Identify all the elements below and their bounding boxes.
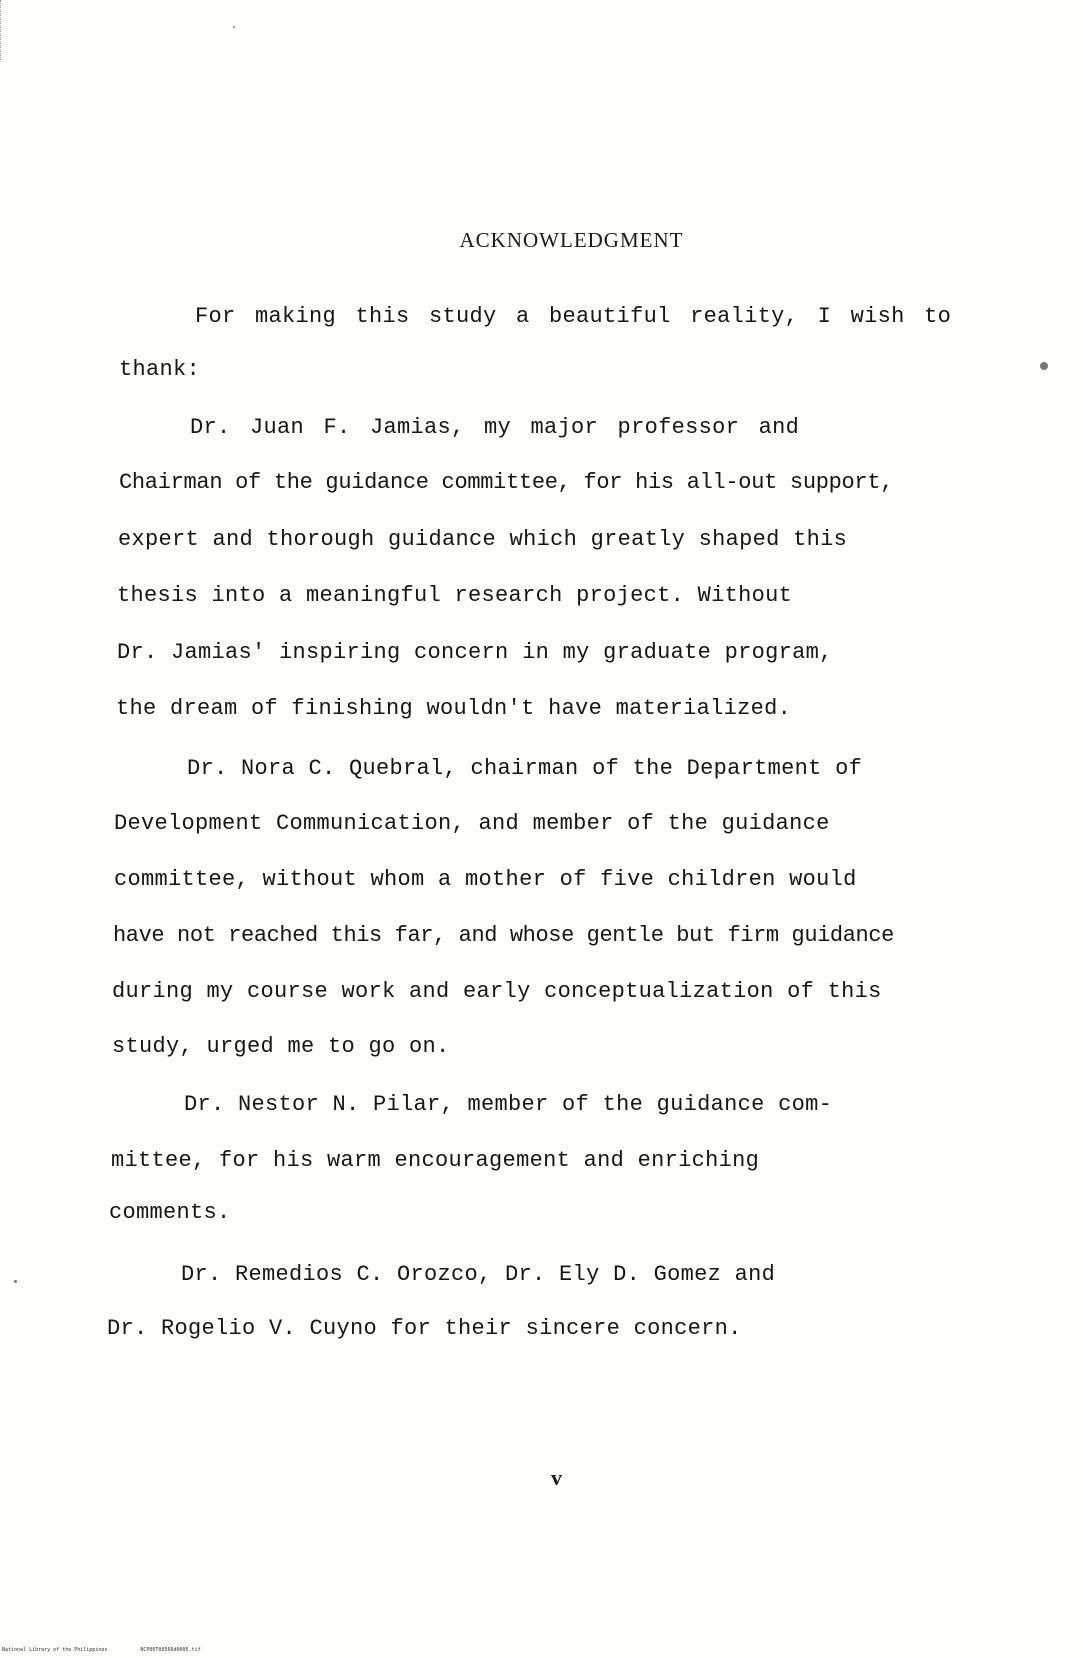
scan-speck bbox=[233, 26, 235, 28]
paragraph-line: Dr. Jamias' inspiring concern in my graduate program, bbox=[117, 640, 833, 665]
page-title: ACKNOWLEDGMENT bbox=[459, 228, 684, 252]
paragraph-line: Dr. Juan F. Jamias, my major professor and bbox=[190, 415, 800, 440]
paragraph-line: Dr. Nora C. Quebral, chairman of the Department of bbox=[187, 756, 863, 781]
paragraph-line: expert and thorough guidance which greatly shaped this bbox=[118, 527, 848, 552]
paragraph-line: during my course work and early conceptualization of this bbox=[112, 979, 882, 1004]
paragraph-line: the dream of finishing wouldn't have materialized. bbox=[116, 696, 792, 721]
paragraph-line: Dr. Rogelio V. Cuyno for their sincere concern. bbox=[107, 1316, 742, 1341]
scan-footer bbox=[2, 1647, 231, 1653]
paragraph-line: comments. bbox=[109, 1200, 231, 1225]
scan-speck bbox=[14, 1280, 17, 1283]
footer-library: National Library of the Philippines bbox=[2, 1647, 108, 1653]
paragraph-line: Chairman of the guidance committee, for his all-out support, bbox=[119, 470, 894, 495]
paragraph-line: study, urged me to go on. bbox=[112, 1034, 450, 1059]
paragraph-line: Development Communication, and member of the guidance bbox=[114, 811, 830, 836]
paragraph-line: committee, without whom a mother of five children would bbox=[114, 867, 857, 892]
scan-speck bbox=[1040, 362, 1048, 370]
paragraph-line: have not reached this far, and whose gentle but firm guidance bbox=[113, 923, 894, 948]
paragraph-line: thank: bbox=[119, 357, 201, 382]
paragraph-line: Dr. Nestor N. Pilar, member of the guidance com- bbox=[184, 1092, 833, 1117]
paragraph-line: thesis into a meaningful research project. Without bbox=[117, 583, 793, 608]
paragraph-line: mittee, for his warm encouragement and enriching bbox=[111, 1148, 760, 1173]
paragraph-line: Dr. Remedios C. Orozco, Dr. Ely D. Gomez and bbox=[181, 1262, 776, 1287]
page-number: v bbox=[551, 1465, 562, 1490]
footer-file-id: NCP00T00566d0005.tif bbox=[140, 1647, 201, 1653]
scan-edge-mark bbox=[0, 0, 3, 60]
paragraph-line: For making this study a beautiful reality, I wish to bbox=[195, 304, 952, 329]
